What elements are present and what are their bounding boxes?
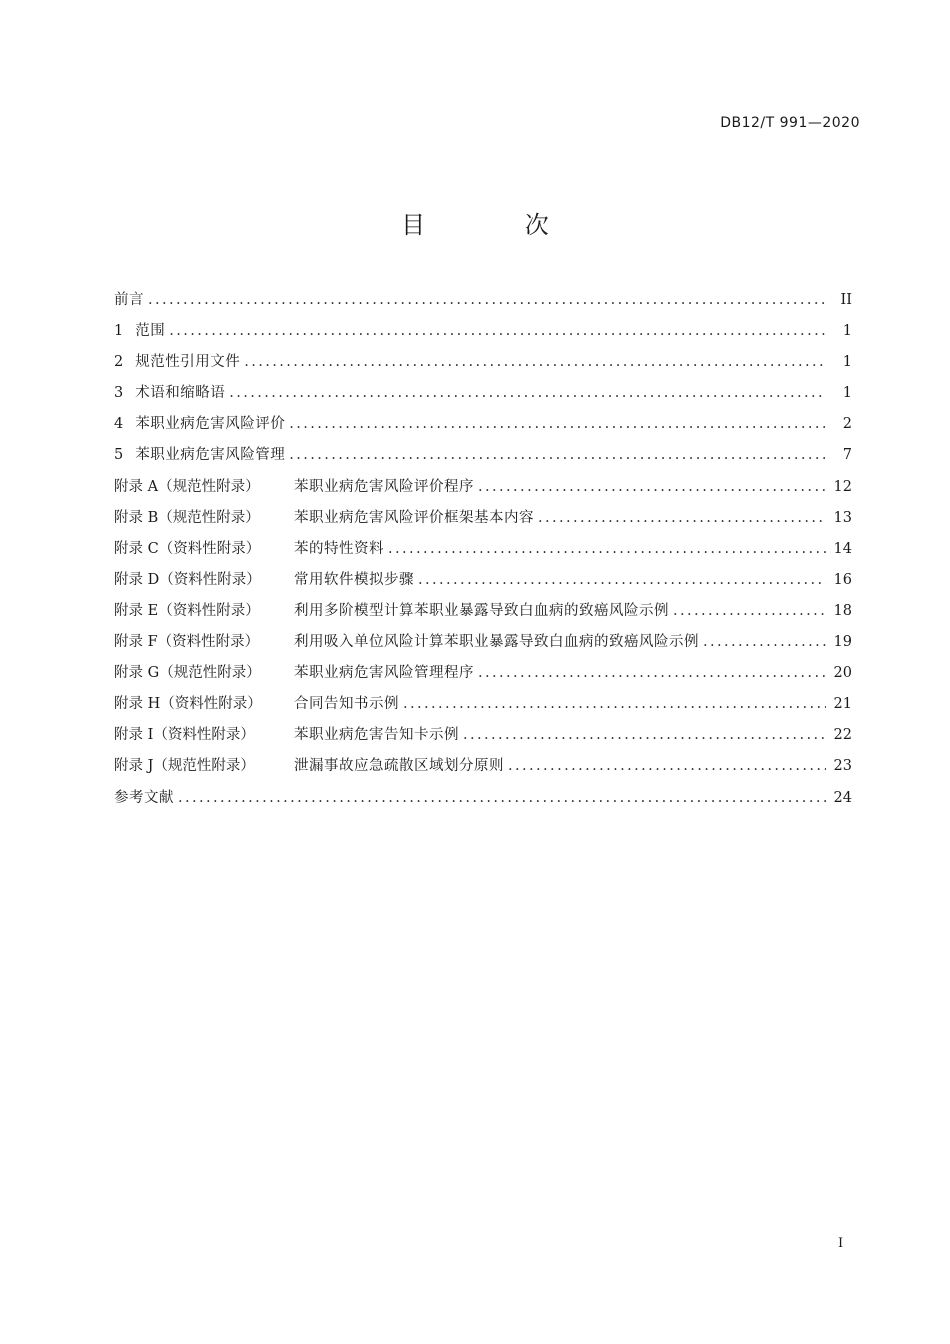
toc-appendix-tag: 附录 A（规范性附录） — [114, 478, 260, 495]
toc-dot-leader — [508, 751, 826, 782]
toc-entry-page: 16 — [833, 571, 852, 588]
toc-entry-page: 23 — [833, 758, 852, 775]
toc-dot-leader — [463, 720, 826, 751]
toc-entry-label: 苯职业病危害风险管理程序 — [294, 665, 474, 682]
toc-appendix-tag: 附录 F（资料性附录） — [114, 634, 260, 651]
toc-dot-leader — [178, 783, 826, 814]
toc-appendix-tag: 附录 H（资料性附录） — [114, 696, 262, 713]
toc-appendix-tag: 附录 I（资料性附录） — [114, 727, 255, 744]
toc-entry-label: 苯职业病危害风险管理 — [135, 447, 286, 464]
toc-entry-label: 苯职业病危害风险评价程序 — [294, 478, 474, 495]
toc-dot-leader — [289, 440, 826, 471]
toc-entry-label: 利用吸入单位风险计算苯职业暴露导致白血病的致癌风险示例 — [294, 634, 699, 651]
table-of-contents — [114, 285, 852, 814]
toc-entry[interactable] — [114, 503, 852, 534]
toc-entry-label: 参考文献 — [114, 789, 174, 806]
footer-page-number: I — [838, 1236, 844, 1251]
toc-entry-label: 苯职业病危害风险评价框架基本内容 — [294, 509, 534, 526]
toc-entry[interactable] — [114, 285, 852, 316]
toc-appendix-tag: 附录 B（规范性附录） — [114, 509, 260, 526]
toc-entry-label: 合同告知书示例 — [294, 696, 399, 713]
toc-entry-page: 19 — [833, 634, 852, 651]
toc-entry-label: 术语和缩略语 — [135, 385, 226, 402]
toc-dot-leader — [403, 689, 826, 720]
toc-entry-number: 1 — [114, 323, 124, 340]
toc-entry[interactable] — [114, 472, 852, 503]
toc-entry-page: 12 — [833, 478, 852, 495]
toc-dot-leader — [478, 658, 826, 689]
toc-dot-leader — [289, 409, 826, 440]
toc-entry-number: 4 — [114, 416, 124, 433]
toc-entry-page: 1 — [842, 323, 852, 340]
toc-entry-label: 范围 — [135, 323, 166, 340]
toc-entry-page: II — [840, 292, 852, 308]
toc-entry[interactable] — [114, 347, 852, 378]
toc-entry-page: 18 — [833, 602, 852, 619]
toc-entry[interactable] — [114, 751, 852, 782]
toc-entry[interactable] — [114, 783, 852, 814]
toc-dot-leader — [244, 347, 826, 378]
toc-entry[interactable] — [114, 409, 852, 440]
toc-dot-leader — [388, 534, 826, 565]
toc-entry[interactable] — [114, 689, 852, 720]
toc-entry-page: 20 — [833, 665, 852, 682]
toc-dot-leader — [148, 285, 826, 316]
toc-entry-page: 22 — [833, 727, 852, 744]
toc-entry-page: 7 — [842, 447, 852, 464]
toc-appendix-tag: 附录 J（规范性附录） — [114, 758, 255, 775]
toc-dot-leader — [673, 596, 826, 627]
toc-entry-label: 规范性引用文件 — [135, 354, 241, 371]
toc-dot-leader — [478, 472, 826, 503]
toc-entry[interactable] — [114, 658, 852, 689]
toc-entry-label: 常用软件模拟步骤 — [294, 571, 414, 588]
toc-dot-leader — [538, 503, 826, 534]
toc-dot-leader — [229, 378, 826, 409]
toc-entry-number: 3 — [114, 385, 124, 402]
toc-entry[interactable] — [114, 534, 852, 565]
toc-entry-label: 苯的特性资料 — [294, 540, 384, 557]
toc-entry[interactable] — [114, 596, 852, 627]
toc-entry-number: 2 — [114, 354, 124, 371]
toc-entry-page: 2 — [842, 416, 852, 433]
toc-entry[interactable] — [114, 720, 852, 751]
toc-dot-leader — [703, 627, 826, 658]
toc-entry-label: 泄漏事故应急疏散区域划分原则 — [294, 758, 504, 775]
toc-entry[interactable] — [114, 627, 852, 658]
toc-entry-label: 利用多阶模型计算苯职业暴露导致白血病的致癌风险示例 — [294, 602, 669, 619]
page-title: 目 次 — [401, 211, 595, 239]
toc-entry-number: 5 — [114, 447, 124, 464]
toc-dot-leader — [418, 565, 826, 596]
toc-appendix-tag: 附录 D（资料性附录） — [114, 571, 261, 588]
toc-entry-page: 13 — [833, 509, 852, 526]
toc-appendix-tag: 附录 E（资料性附录） — [114, 602, 260, 619]
toc-entry-page: 14 — [833, 540, 852, 557]
toc-entry-label: 苯职业病危害风险评价 — [135, 416, 286, 433]
toc-dot-leader — [169, 316, 826, 347]
toc-appendix-tag: 附录 C（资料性附录） — [114, 540, 261, 557]
toc-entry-page: 21 — [833, 696, 852, 713]
toc-entry-page: 24 — [833, 789, 852, 806]
toc-entry-page: 1 — [842, 385, 852, 402]
toc-appendix-tag: 附录 G（规范性附录） — [114, 665, 261, 682]
toc-entry-page: 1 — [842, 354, 852, 371]
toc-entry[interactable] — [114, 565, 852, 596]
document-code: DB12/T 991—2020 — [720, 115, 860, 131]
toc-entry[interactable] — [114, 378, 852, 409]
toc-entry[interactable] — [114, 316, 852, 347]
toc-entry-label: 前言 — [114, 292, 144, 308]
toc-entry[interactable] — [114, 440, 852, 471]
toc-entry-label: 苯职业病危害告知卡示例 — [294, 727, 459, 744]
